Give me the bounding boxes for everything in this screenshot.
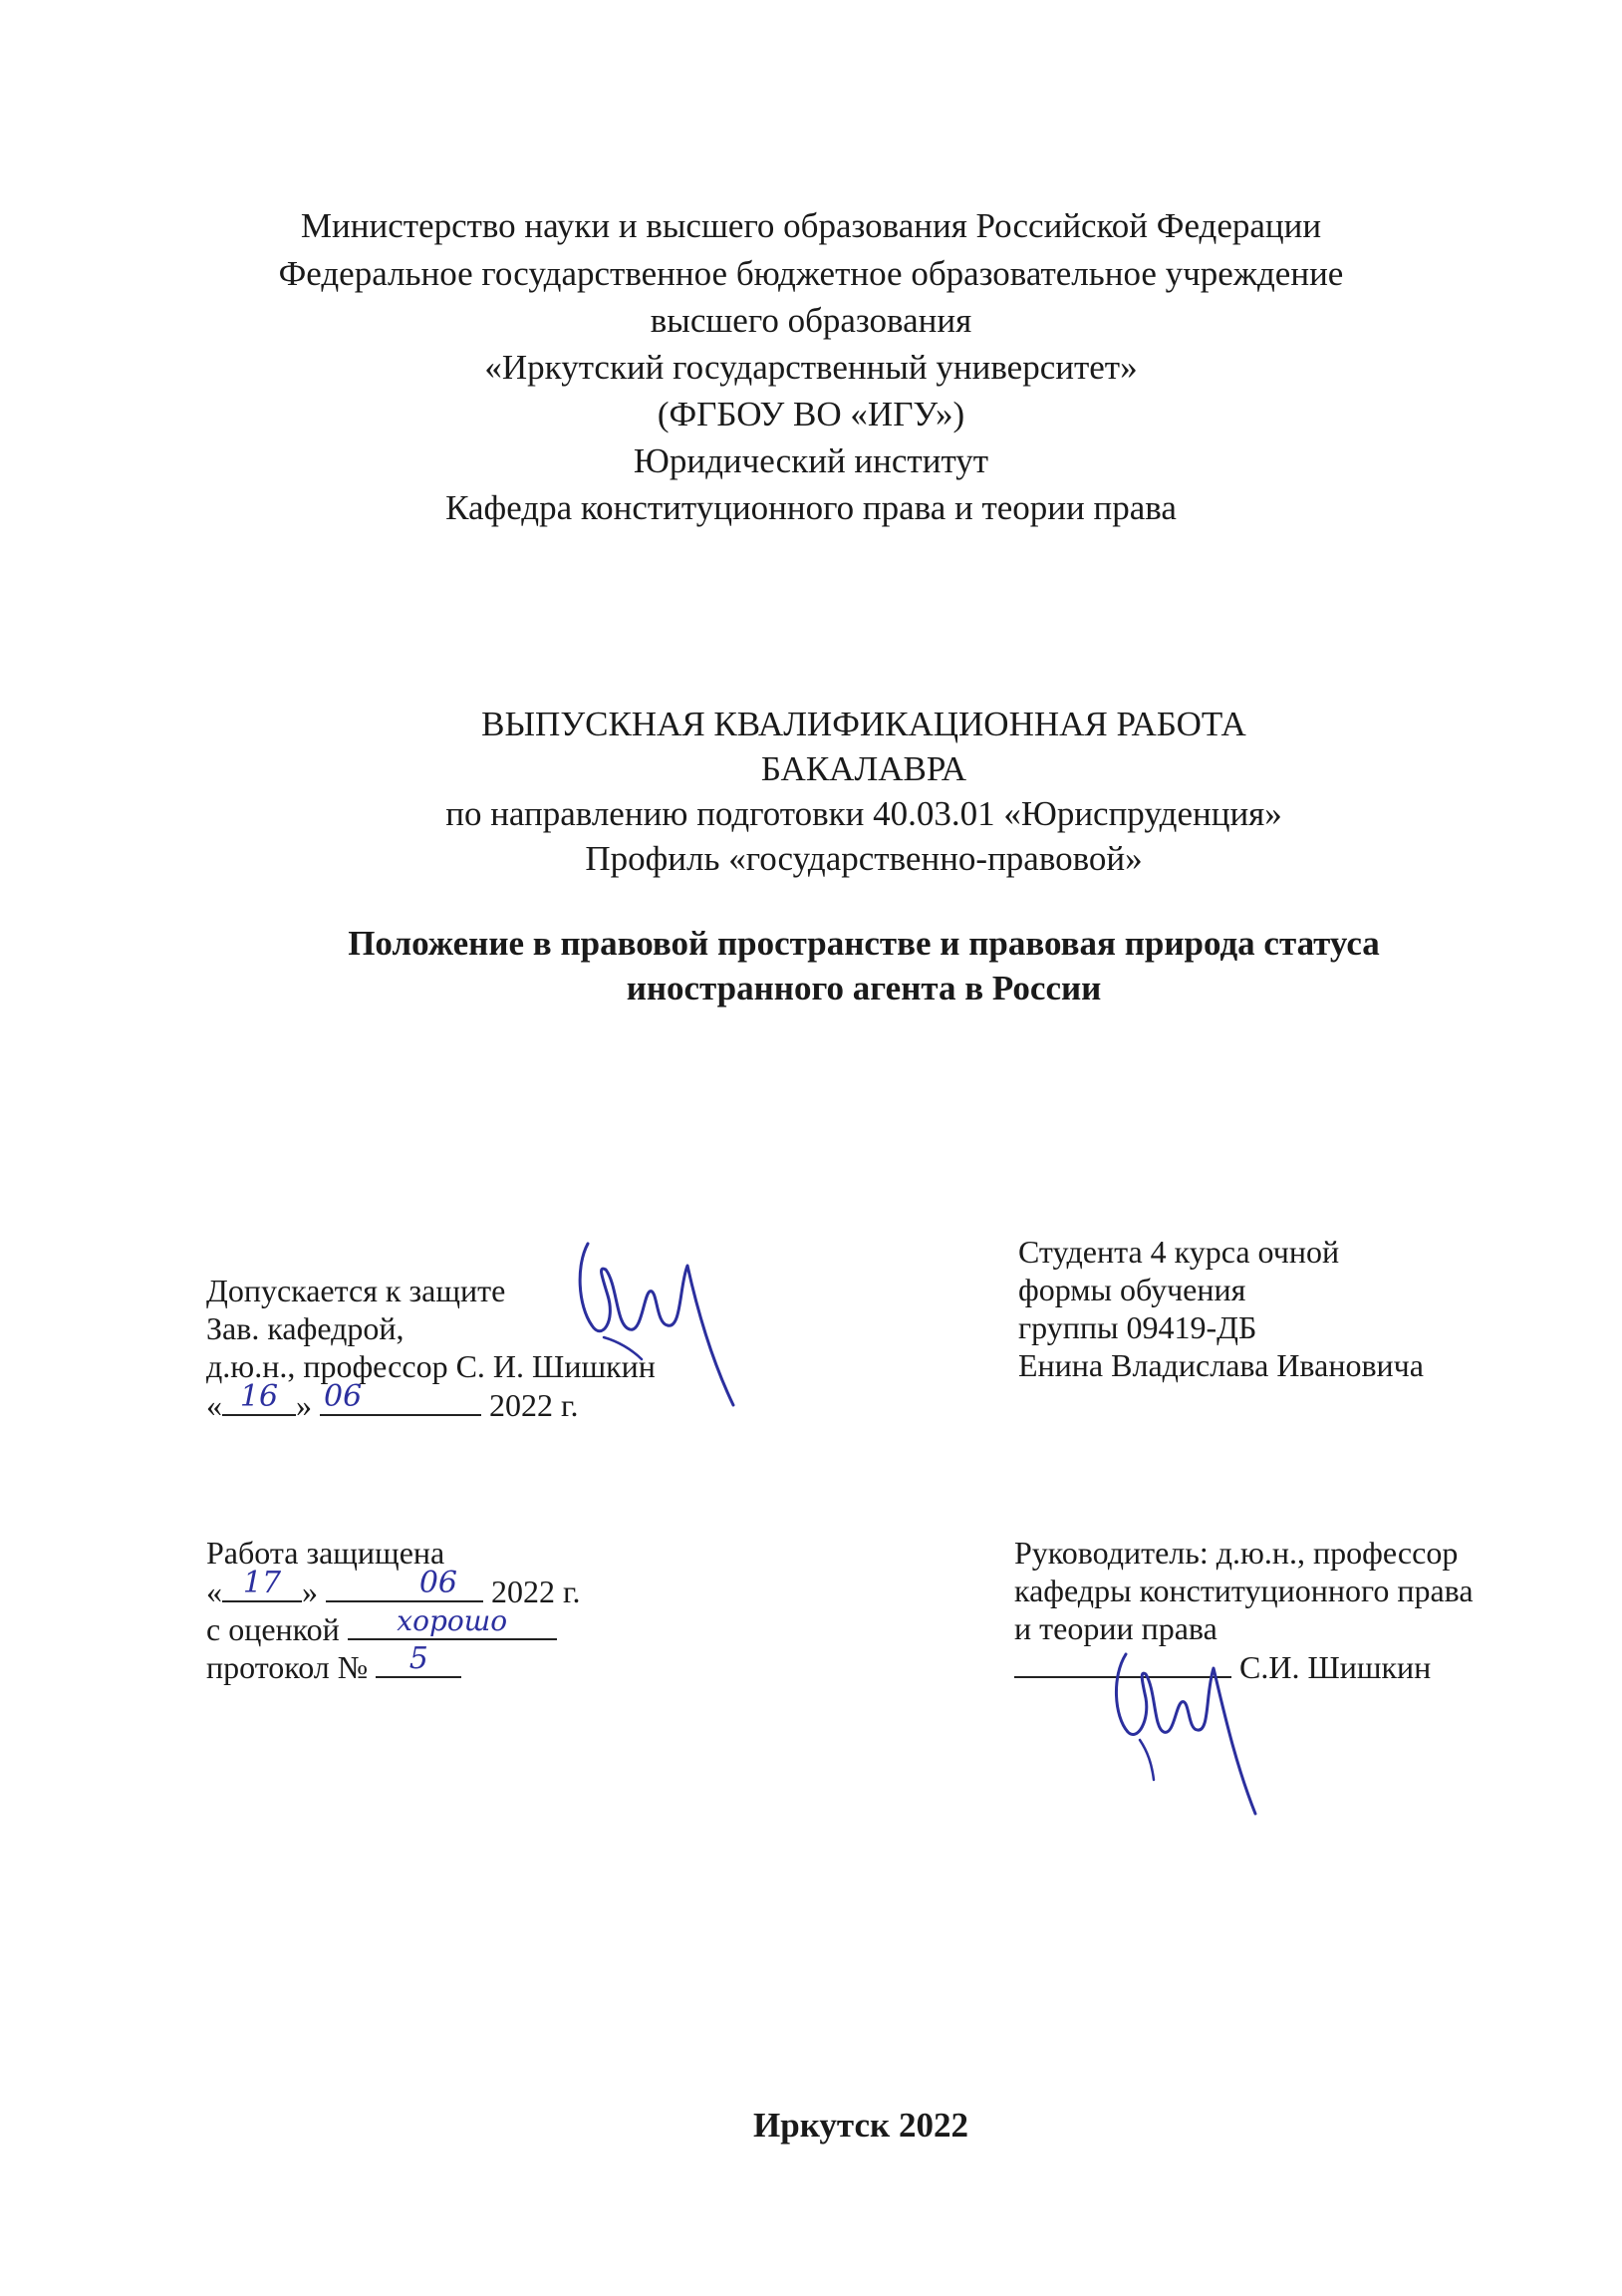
work-type-line2: БАКАЛАВРА bbox=[760, 749, 967, 788]
admission-date-open-quote: « bbox=[206, 1387, 222, 1423]
admission-date-close-quote: » bbox=[296, 1387, 312, 1423]
student-form: формы обучения bbox=[1018, 1272, 1246, 1307]
defense-month-blank bbox=[326, 1566, 483, 1602]
grade-line bbox=[206, 1604, 557, 1649]
supervisor-title: Руководитель: д.ю.н., профессор bbox=[1014, 1535, 1459, 1571]
admission-day-handwritten: 16 bbox=[239, 1379, 279, 1414]
protocol-blank bbox=[376, 1641, 461, 1678]
student-course: Студента 4 курса очной bbox=[1018, 1234, 1340, 1270]
supervisor-name: С.И. Шишкин bbox=[1239, 1649, 1432, 1685]
admission-date bbox=[206, 1379, 579, 1425]
department-name: Кафедра конституционного права и теории права bbox=[445, 488, 1177, 527]
admission-month-handwritten: 06 bbox=[324, 1379, 363, 1414]
admission-day-blank bbox=[222, 1379, 296, 1416]
education-level-line: высшего образования bbox=[650, 301, 972, 340]
admission-label: Допускается к защите bbox=[206, 1273, 506, 1308]
supervisor-department-cont: и теории права bbox=[1014, 1610, 1217, 1646]
head-signature-icon bbox=[558, 1226, 777, 1435]
student-name: Енина Владислава Ивановича bbox=[1018, 1347, 1424, 1383]
protocol-label: протокол № bbox=[206, 1649, 369, 1685]
student-group: группы 09419-ДБ bbox=[1018, 1309, 1257, 1345]
defense-month-handwritten: 06 bbox=[418, 1566, 457, 1600]
supervisor-signature-icon bbox=[1106, 1624, 1275, 1824]
university-abbr: (ФГБОУ ВО «ИГУ») bbox=[657, 395, 965, 433]
training-direction: по направлению подготовки 40.03.01 «Юриспруденция» bbox=[445, 794, 1282, 833]
defense-date-open-quote: « bbox=[206, 1574, 222, 1609]
thesis-title-line1: Положение в правовой пространстве и правовая природа статуса bbox=[348, 924, 1380, 963]
training-profile: Профиль «государственно-правовой» bbox=[585, 839, 1143, 878]
defense-date-close-quote: » bbox=[302, 1574, 318, 1609]
institute-name: Юридический институт bbox=[633, 441, 989, 480]
grade-blank bbox=[348, 1604, 557, 1640]
admission-year: 2022 г. bbox=[489, 1387, 579, 1423]
admission-month-blank bbox=[320, 1379, 481, 1416]
protocol-handwritten: 5 bbox=[408, 1641, 428, 1676]
defense-day-blank bbox=[222, 1566, 302, 1602]
defense-label: Работа защищена bbox=[206, 1535, 445, 1571]
defense-date bbox=[206, 1566, 581, 1611]
ministry-line: Министерство науки и высшего образования Российской Федерации bbox=[300, 206, 1322, 245]
institution-line: Федеральное государственное бюджетное образовательное учреждение bbox=[278, 254, 1344, 293]
grade-label: с оценкой bbox=[206, 1611, 340, 1647]
university-name: «Иркутский государственный университет» bbox=[484, 348, 1138, 387]
city-year: Иркутск 2022 bbox=[753, 2106, 968, 2145]
head-of-department-label: Зав. кафедрой, bbox=[206, 1310, 405, 1346]
thesis-title-line2: иностранного агента в России bbox=[626, 969, 1102, 1007]
supervisor-department: кафедры конституционного права bbox=[1014, 1573, 1474, 1608]
grade-handwritten: хорошо bbox=[397, 1604, 508, 1637]
defense-day-handwritten: 17 bbox=[242, 1566, 282, 1600]
protocol-line bbox=[206, 1641, 461, 1687]
head-of-department-name: д.ю.н., профессор С. И. Шишкин bbox=[206, 1348, 656, 1384]
defense-year: 2022 г. bbox=[491, 1574, 581, 1609]
work-type-line1: ВЫПУСКНАЯ КВАЛИФИКАЦИОННАЯ РАБОТА bbox=[481, 705, 1246, 743]
